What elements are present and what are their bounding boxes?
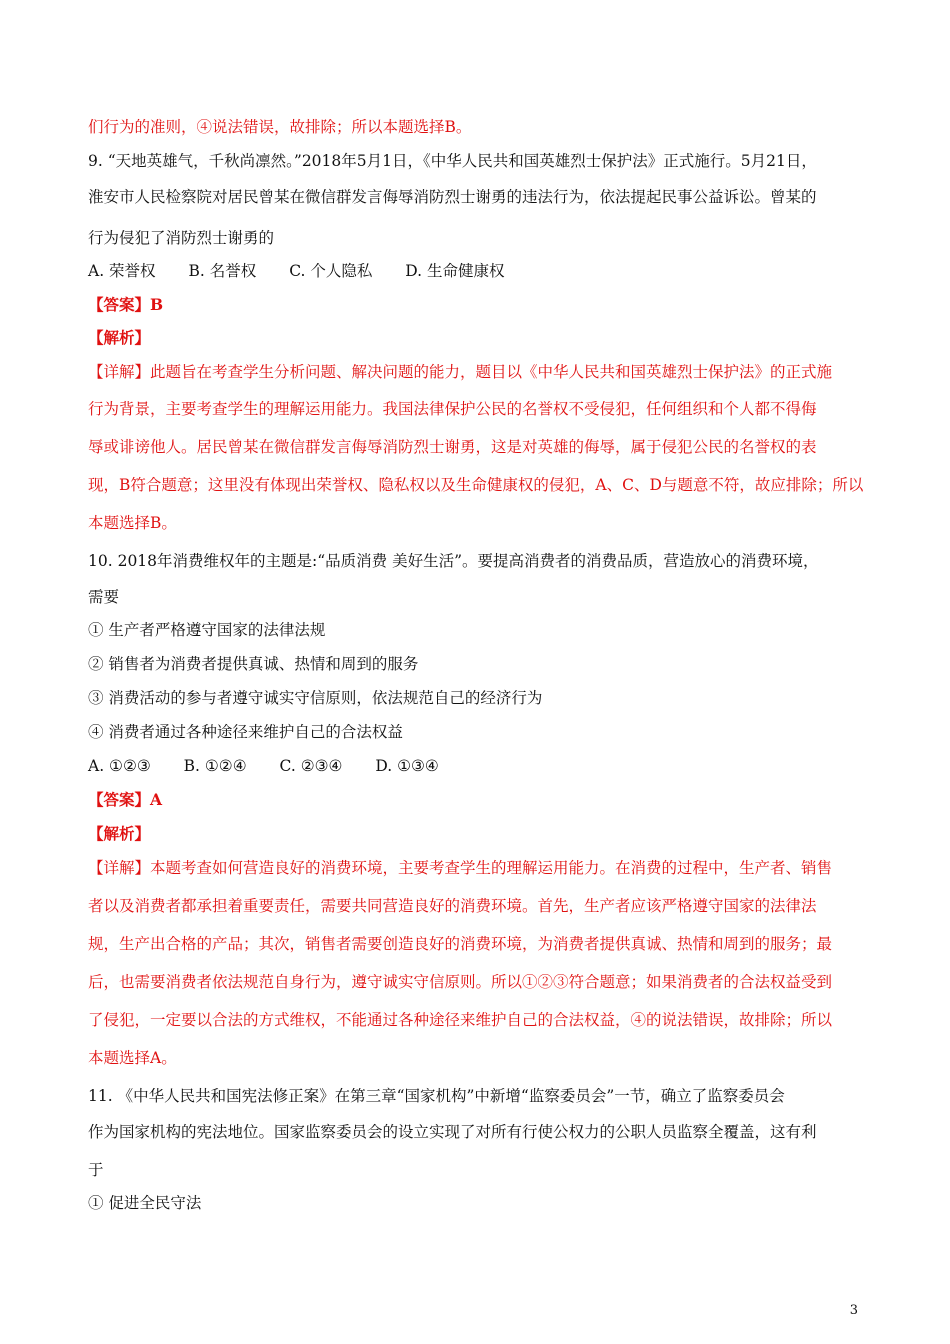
question-10-detail-line: 【详解】本题考查如何营造良好的消费环境，主要考查学生的理解运用能力。在消费的过程中，生产者、销售: [88, 859, 833, 877]
question-10-detail-line: 规，生产出合格的产品；其次，销售者需要创造良好的消费环境，为消费者提供真诚、热情和周到的服务；最: [88, 935, 833, 953]
question-11-item: ① 促进全民守法: [88, 1194, 202, 1212]
option-c: C. ②③④: [279, 757, 343, 775]
question-9-analysis-label: 【解析】: [88, 328, 151, 347]
question-10-options: [88, 755, 890, 777]
option-b: B. 名誉权: [188, 262, 257, 280]
option-d: D. 生命健康权: [405, 262, 505, 280]
question-10-item: ② 销售者为消费者提供真诚、热情和周到的服务: [88, 655, 419, 673]
question-10-line: 10. 2018年消费维权年的主题是:“品质消费 美好生活”。要提高消费者的消费品质，营造放心的消费环境，: [88, 552, 819, 570]
question-9-detail-line: 行为背景，主要考查学生的理解运用能力。我国法律保护公民的名誉权不受侵犯，任何组织和个人都不得侮: [88, 400, 817, 418]
option-a: A. 荣誉权: [88, 262, 156, 280]
question-9-options: [88, 260, 890, 282]
question-9-detail-line: 现，B符合题意；这里没有体现出荣誉权、隐私权以及生命健康权的侵犯，A、C、D与题意不符，故应排除；所以: [88, 476, 864, 494]
question-9-answer: 【答案】B: [88, 295, 164, 314]
question-10-line: 需要: [88, 588, 120, 606]
prev-answer-tail: 们行为的准则，④说法错误，故排除；所以本题选择B。: [88, 118, 472, 136]
question-10-detail-line: 后，也需要消费者依法规范自身行为，遵守诚实守信原则。所以①②③符合题意；如果消费者的合法权益受到: [88, 973, 833, 991]
question-9-detail-line: 本题选择B。: [88, 514, 177, 532]
page-number: 3: [849, 1303, 858, 1318]
question-10-detail-line: 者以及消费者都承担着重要责任，需要共同营造良好的消费环境。首先，生产者应该严格遵守国家的法律法: [88, 897, 817, 915]
question-9-detail-line: 【详解】此题旨在考查学生分析问题、解决问题的能力，题目以《中华人民共和国英雄烈士保护法》的正式施: [88, 363, 833, 381]
question-11-line: 于: [88, 1161, 104, 1179]
question-11-line: 作为国家机构的宪法地位。国家监察委员会的设立实现了对所有行使公权力的公职人员监察全覆盖，这有利: [88, 1123, 817, 1141]
question-10-item: ④ 消费者通过各种途径来维护自己的合法权益: [88, 723, 403, 741]
question-10-analysis-label: 【解析】: [88, 824, 151, 843]
question-9-detail-line: 辱或诽谤他人。居民曾某在微信群发言侮辱消防烈士谢勇，这是对英雄的侮辱，属于侵犯公民的名誉权的表: [88, 438, 817, 456]
question-10-answer: 【答案】A: [88, 790, 163, 809]
question-10-item: ③ 消费活动的参与者遵守诚实守信原则，依法规范自己的经济行为: [88, 689, 543, 707]
question-10-detail-line: 了侵犯，一定要以合法的方式维权，不能通过各种途径来维护自己的合法权益，④的说法错误，故排除；所以: [88, 1011, 833, 1029]
question-10-item: ① 生产者严格遵守国家的法律法规: [88, 621, 326, 639]
option-b: B. ①②④: [183, 757, 247, 775]
option-c: C. 个人隐私: [289, 262, 373, 280]
option-d: D. ①③④: [375, 757, 439, 775]
question-9-line: 行为侵犯了消防烈士谢勇的: [88, 229, 275, 247]
question-11-line: 11. 《中华人民共和国宪法修正案》在第三章“国家机构”中新增“监察委员会”一节，确立了监察委员会: [88, 1087, 785, 1105]
question-9-line: 9. “天地英雄气，千秋尚凛然。”2018年5月1日，《中华人民共和国英雄烈士保护法》正式施行。5月21日，: [88, 152, 817, 170]
option-a: A. ①②③: [88, 757, 151, 775]
question-10-detail-line: 本题选择A。: [88, 1049, 177, 1067]
question-9-line: 淮安市人民检察院对居民曾某在微信群发言侮辱消防烈士谢勇的违法行为，依法提起民事公益诉讼。曾某的: [88, 188, 817, 206]
